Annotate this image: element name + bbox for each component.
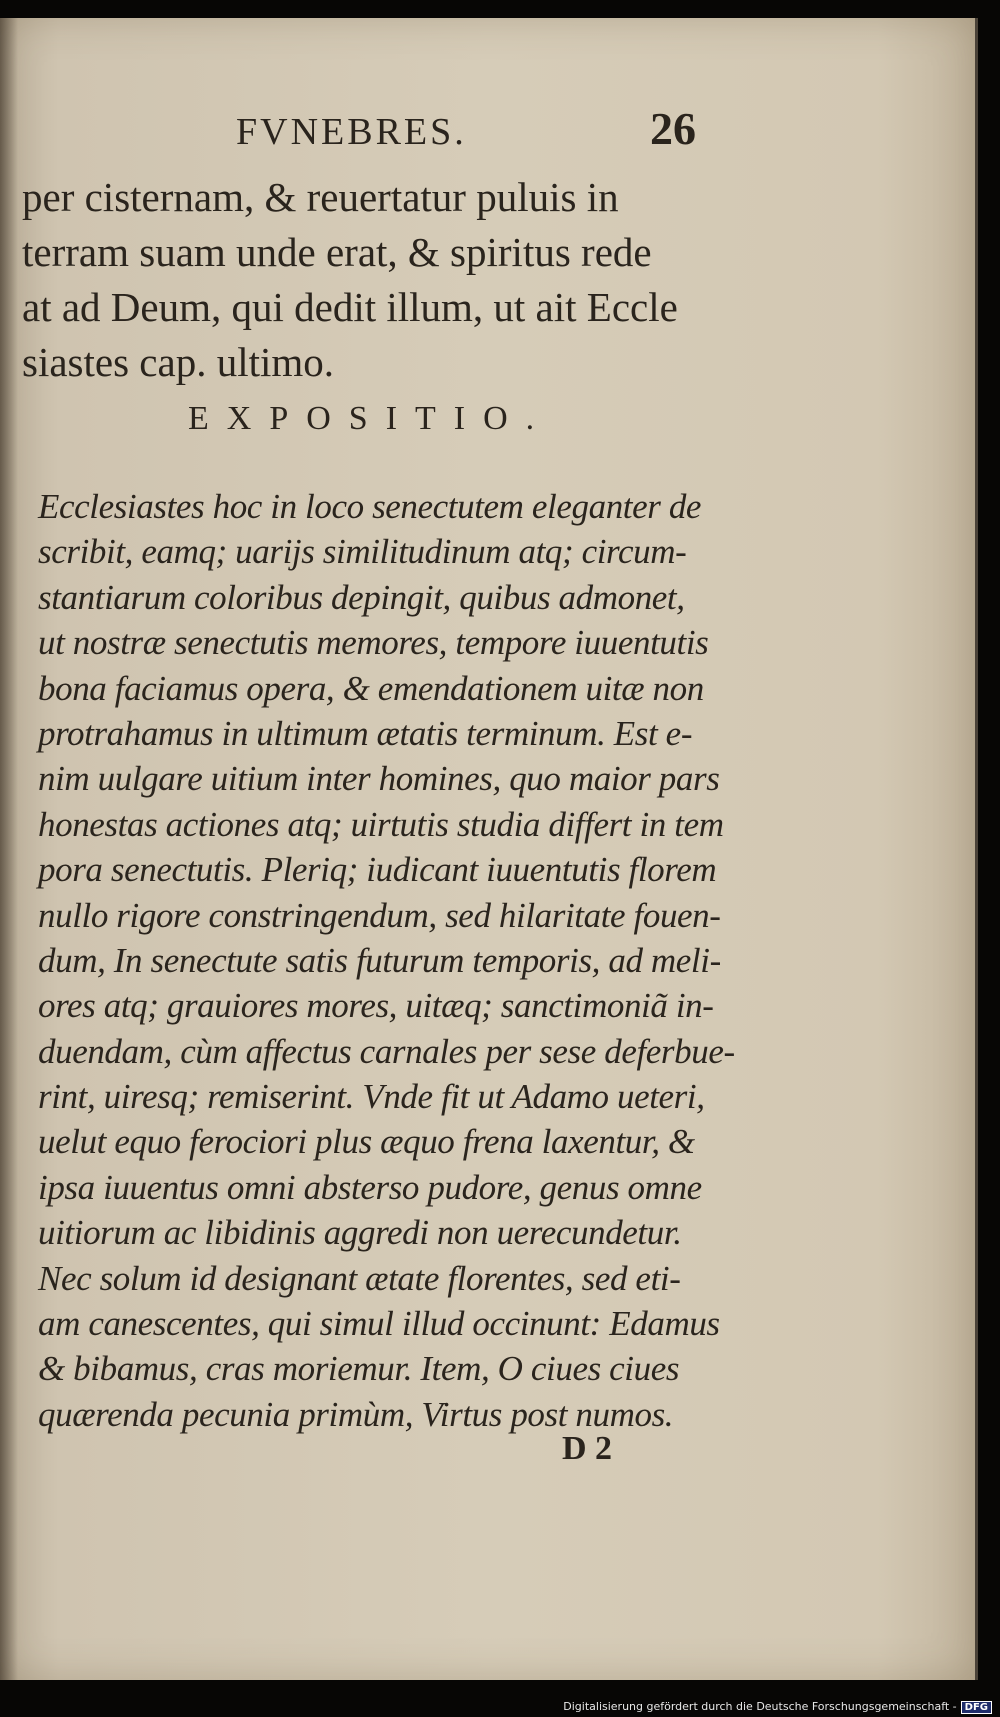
text-line: bona faciamus opera, & emendationem uitæ non (38, 668, 704, 708)
page-number: 26 (650, 103, 696, 154)
text-line: uelut equo ferociori plus æquo frena laxentur, & (38, 1122, 695, 1162)
text-line: stantiarum coloribus depingit, quibus admonet, (38, 577, 685, 617)
book-page (0, 18, 978, 1680)
text-line: honestas actiones atq; uirtutis studia differt in tem (38, 804, 724, 844)
text-line: terram suam unde erat, & spiritus rede (22, 229, 652, 275)
text-line: nullo rigore constringendum, sed hilaritate fouen- (38, 895, 721, 935)
text-line: Ecclesiastes hoc in loco senectutem eleganter de (38, 487, 702, 526)
exposition-body (38, 484, 748, 1437)
running-title: FVNEBRES. (236, 111, 467, 153)
text-line: at ad Deum, qui dedit illum, ut ait Eccle (22, 284, 678, 330)
text-line: dum, In senectute satis futurum temporis, ad meli- (38, 940, 721, 980)
text-line: uitiorum ac libidinis aggredi non uerecundetur. (38, 1213, 682, 1253)
text-line: Nec solum id designant ætate florentes, sed eti- (38, 1258, 681, 1298)
credit-text: Digitalisierung gefördert durch die Deutsche Forschungsgemeinschaft - (563, 1700, 957, 1713)
text-line: ut nostræ senectutis memores, tempore iuuentutis (38, 623, 709, 663)
text-line: pora senectutis. Pleriq; iudicant iuuentutis florem (38, 850, 717, 890)
dfg-logo: DFG (961, 1701, 992, 1714)
text-line: nim uulgare uitium inter homines, quo maior pars (38, 759, 720, 799)
text-line: duendam, cùm affectus carnales per sese deferbue- (38, 1031, 735, 1071)
scripture-passage (22, 170, 732, 390)
text-line: siastes cap. ultimo. (22, 339, 335, 385)
text-line: scribit, eamq; uarijs similitudinum atq; circum- (38, 532, 687, 572)
signature-mark: D 2 (562, 1430, 613, 1467)
digitization-credit (563, 1700, 992, 1714)
text-line: am canescentes, qui simul illud occinunt: Edamus (38, 1304, 720, 1344)
text-line: quærenda pecunia primùm, Virtus post numos. (38, 1394, 674, 1434)
text-line: & bibamus, cras moriemur. Item, O ciues ciues (38, 1349, 680, 1389)
text-line: ipsa iuuentus omni absterso pudore, genus omne (38, 1167, 702, 1207)
section-heading: EXPOSITIO. (188, 400, 553, 437)
text-line: ores atq; grauiores mores, uitæq; sanctimoniã in- (38, 986, 714, 1026)
text-line: protrahamus in ultimum ætatis terminum. Est e- (38, 713, 693, 753)
text-line: per cisternam, & reuertatur puluis in (22, 174, 619, 220)
text-line: rint, uiresq; remiserint. Vnde fit ut Adamo ueteri, (38, 1077, 705, 1117)
